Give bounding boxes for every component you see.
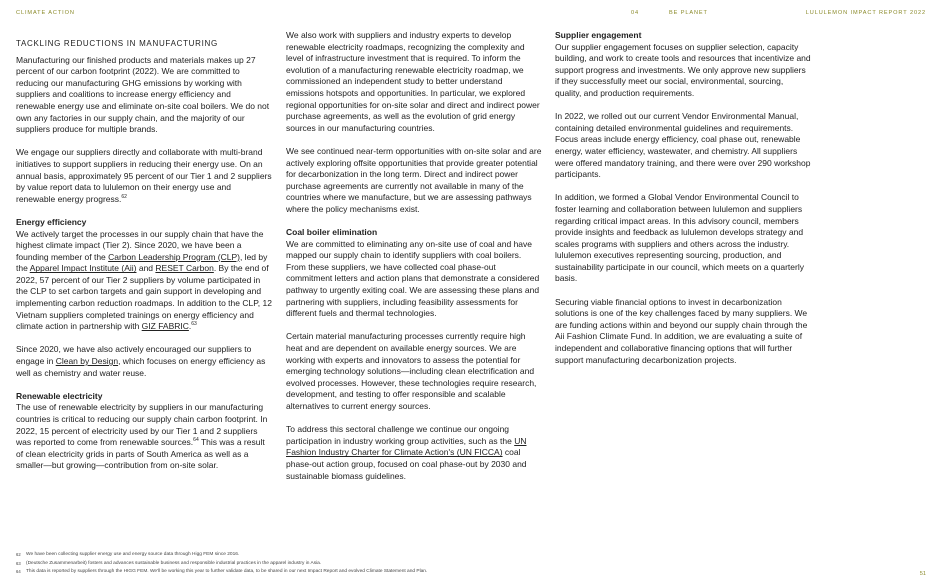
footnote-64: 64 This data is reported by suppliers through the HIGG FEM. We'll be working this year to further validate data, to be shared in our next Impact Report and evolved Climate Statement and Plan. bbox=[16, 569, 428, 575]
paragraph-intro: Manufacturing our finished products and materials makes up 27 percent of our carbon footprint (2022). We are committed to reducing our manufacturing GHG emissions by working with suppliers and coalitions to increase energy efficiency and renewable energy use and eliminate on-site coal boilers. We do not own any factories in our supply chain, and the majority of our suppliers produce for multiple brands. bbox=[16, 54, 270, 135]
footnote-62: 62 We have been collecting supplier energy use and energy source data through Higg FEM since 2016. bbox=[16, 552, 240, 557]
subheading-energy-efficiency: Energy efficiency bbox=[16, 216, 87, 227]
column-left bbox=[16, 38, 272, 472]
page-number: 51 bbox=[919, 571, 926, 577]
paragraph-un-ficca: To address this sectoral challenge we continue our ongoing participation in industry working group activities, such as the UN Fashion Industry Charter for Climate Action's (UN FICCA) coal phase-out action group, focused on coal phase-out by 2030 and sustainable biomass guidelines. bbox=[286, 424, 527, 481]
chapter-title: BE PLANET bbox=[669, 10, 708, 16]
link-clean-by-design[interactable]: Clean by Design bbox=[55, 356, 119, 367]
footnote-ref-64[interactable]: 64 bbox=[193, 437, 199, 444]
footnotes bbox=[16, 551, 427, 577]
link-un-ficca[interactable]: UN Fashion Industry Charter for Climate Action's (UN FICCA) bbox=[286, 435, 527, 458]
paragraph-vendor-council: In addition, we formed a Global Vendor Environmental Council to foster learning and collaboration between lululemon and suppliers regarding critical impact areas. In this advisory council, members provide insights and feedback as lululemon develops strategy and scales programs with suppliers and others across the industry. lululemon executives representing sourcing, production, and sustainability participate in our council, which meets on a quarterly basis. bbox=[555, 192, 804, 284]
paragraph-high-heat: Certain material manufacturing processes currently require high heat and are dependent on available energy sources. We are working with experts and innovators to assess the potential for emerging technology solutions—including clean electrification and evolved processes. However, these technologies require research, development, and testing to offer responsible and scalable alternatives to current energy sources. bbox=[286, 331, 537, 411]
paragraph-energy-efficiency: We actively target the processes in our supply chain that have the highest climate impact (Tier 2). Since 2020, we have been a founding member of the Carbon Leadership Program (CLP), led by the Apparel Impact Institute (Aii) and RESET Carbon. By the end of 2022, 57 percent of our Tier 2 suppliers by volume participated in the CLP to set carbon targets and gain support in developing and implementing carbon reduction roadmaps. In addition to the CLP, 12 Vietnam suppliers completed trainings on energy efficiency and climate action in partnership with GIZ FABRIC.$^{63}$ bbox=[16, 228, 272, 332]
paragraph-roadmaps: We also work with suppliers and industry experts to develop renewable electricity roadmaps, recognizing the complexity and level of infrastructure investment that is required. To inform the evolution of a manufacturing renewable electricity roadmap, we commissioned an independent study to better understand emissions hotspots and opportunities. In particular, we explored regional opportunities for on-site solar and direct and indirect power purchase agreements, as well as the evolution of grid energy sources in our manufacturing countries. bbox=[286, 30, 540, 133]
section-header-label: CLIMATE ACTION bbox=[16, 10, 75, 16]
subheading-coal-boiler: Coal boiler elimination bbox=[286, 227, 378, 238]
section-title: TACKLING REDUCTIONS IN MANUFACTURING bbox=[16, 39, 218, 48]
chapter-number: 04 bbox=[631, 10, 640, 16]
footnote-63: 63 (Deutsche Zusammenarbeit) fosters and advances sustainable business and responsible industrial practices in the apparel industry in Asia. bbox=[16, 560, 322, 566]
column-right bbox=[555, 30, 811, 366]
subheading-supplier-engagement: Supplier engagement bbox=[555, 30, 642, 40]
paragraph-supplier-engagement: Our supplier engagement focuses on supplier selection, capacity building, and work to create tools and resources that incentivize and support progress and investments. We only approve new suppliers if they successfully meet our social, environmental, sourcing, quality, and production requirements. bbox=[555, 41, 811, 98]
footnote-ref-63[interactable]: 63 bbox=[191, 321, 197, 328]
paragraph-renewable-electricity: The use of renewable electricity by suppliers in our manufacturing countries is critical to reducing our supply chain carbon footprint. In 2022, 15 percent of electricity used by our Tier 1 and 2 suppliers was reported to come from renewable sources.$^{64}$ This was a result of clean electricity grids in parts of South America as well as a smaller—but growing—contribution from on-site solar. bbox=[16, 402, 268, 471]
link-carbon-leadership-program[interactable]: Carbon Leadership Program (CLP) bbox=[108, 251, 240, 262]
column-middle bbox=[286, 30, 542, 482]
paragraph-onsite-solar: We see continued near-term opportunities with on-site solar and are actively exploring offsite opportunities that provide greater potential for decarbonization in the long term. Direct and indirect power purchase agreements are currently not available in many of the countries where we manufacture, but we are assessing pathways where the policy mechanisms exist. bbox=[286, 145, 542, 214]
link-giz-fabric[interactable]: GIZ FABRIC bbox=[141, 321, 189, 332]
subheading-renewable-electricity: Renewable electricity bbox=[16, 390, 103, 401]
footnote-ref-62[interactable]: 62 bbox=[121, 193, 127, 200]
link-apparel-impact-institute[interactable]: Apparel Impact Institute (Aii) bbox=[29, 263, 137, 274]
paragraph-vendor-manual: In 2022, we rolled out our current Vendor Environmental Manual, containing detailed environmental guidelines and requirements. Focus areas include energy efficiency, coal phase out, renewable energy, water efficiency, wastewater, and chemistry. All suppliers were offered mandatory training, and there were over 290 workshop participants. bbox=[555, 111, 811, 180]
paragraph-clean-by-design: Since 2020, we have also actively encouraged our suppliers to engage in Clean by Design, which focuses on energy efficiency as well as chemistry and water reuse. bbox=[16, 344, 266, 378]
paragraph-coal-boiler: We are committed to eliminating any on-site use of coal and have mapped our supply chain to identify suppliers with coal boilers. From these suppliers, we have collected coal phase-out commitment letters and action plans that demonstrate a considered pathway to urgently exiting coal. We are assessing these plans and partnering with suppliers, including feasibility assessments for different fuels and thermal technologies. bbox=[286, 238, 540, 319]
report-title: LULULEMON IMPACT REPORT 2022 bbox=[805, 10, 926, 16]
paragraph-engagement: We engage our suppliers directly and collaborate with multi-brand initiatives to support suppliers in reducing their energy use. On an annual basis, approximately 95 percent of our Tier 1 and 2 suppliers by value report data to lululemon on their energy use and renewable energy progress.$^{62}$ bbox=[16, 147, 272, 204]
paragraph-financing: Securing viable financial options to invest in decarbonization solutions is one of the key challenges faced by many suppliers. We are funding actions within and beyond our supply chain through the Aii Fashion Climate Fund. In addition, we are evaluating a suite of independent and collaborative financing options that will further support manufacturing decarbonization projects. bbox=[555, 296, 808, 365]
link-reset-carbon[interactable]: RESET Carbon bbox=[155, 263, 214, 274]
